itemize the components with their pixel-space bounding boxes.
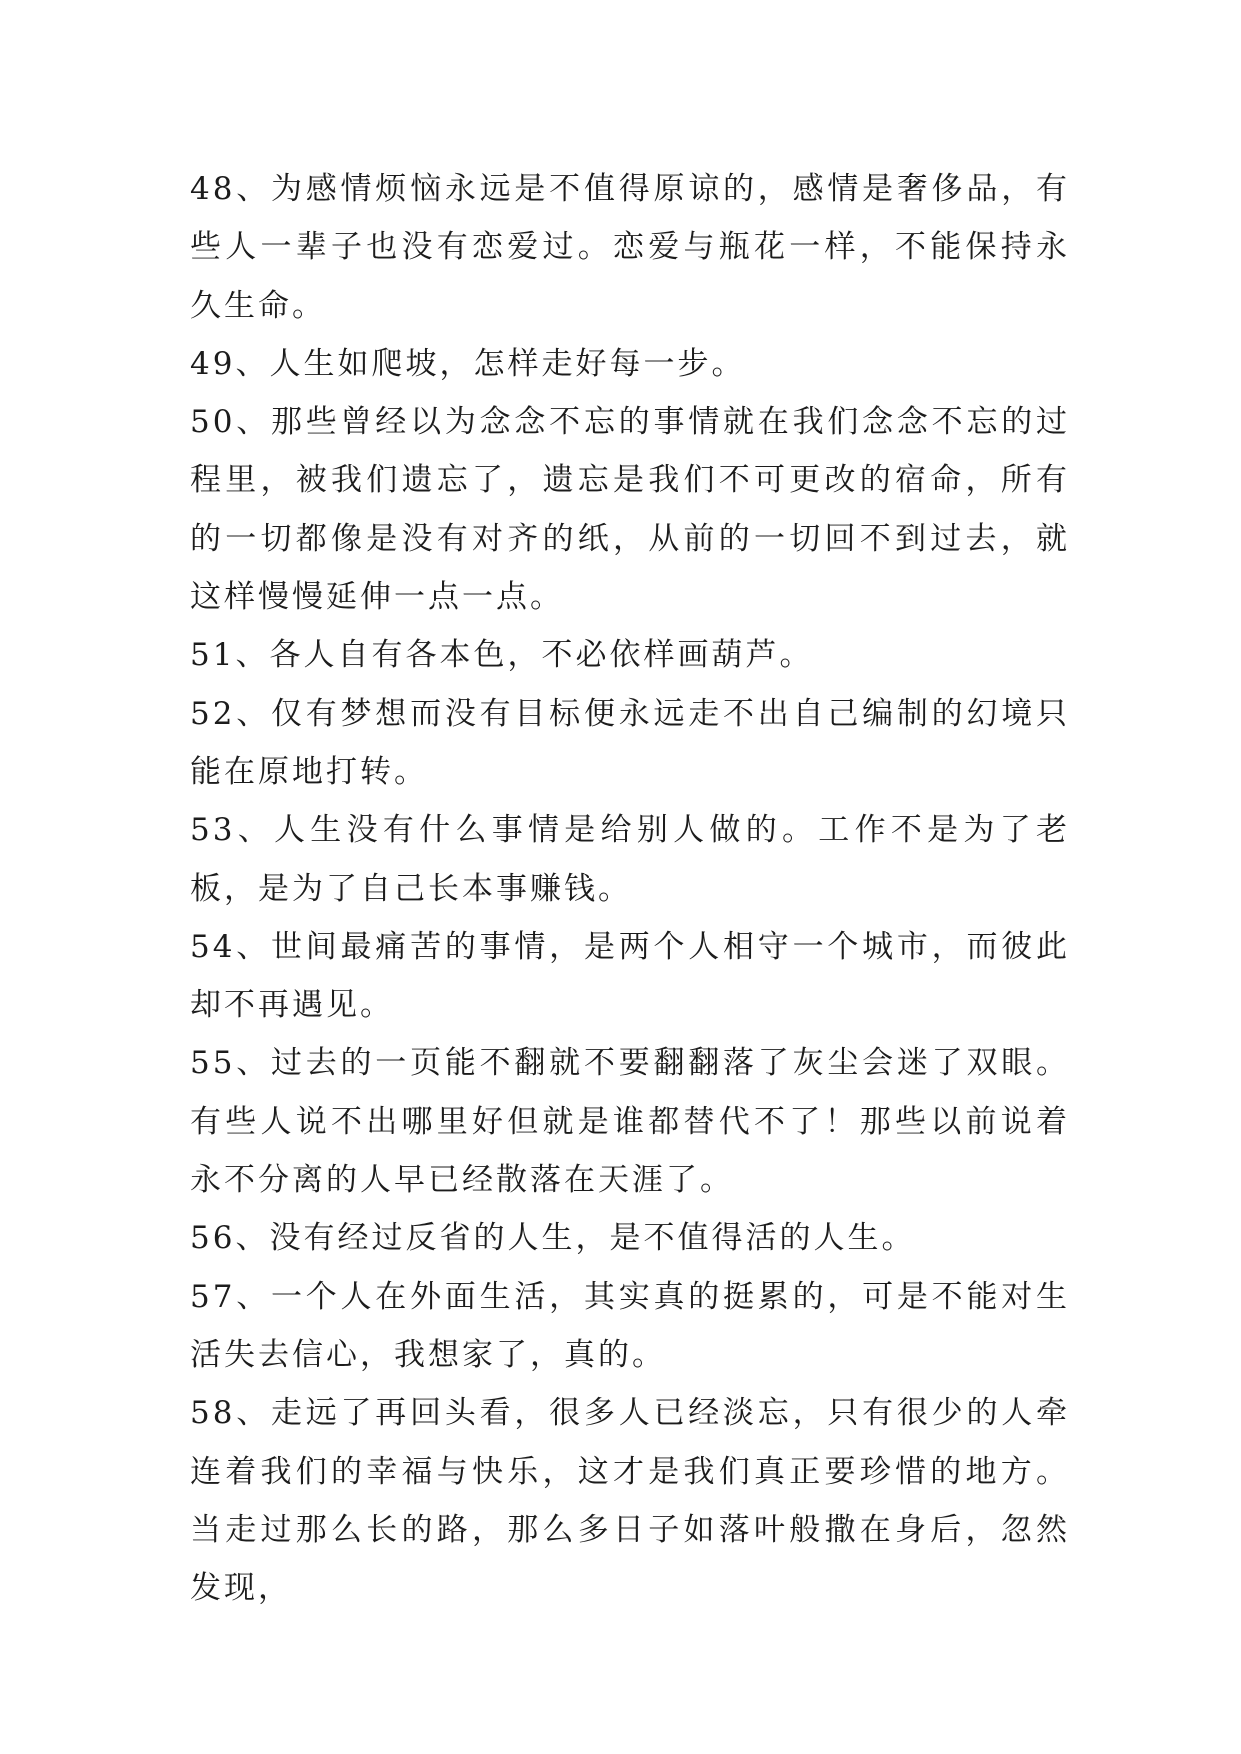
paragraph-56: 56、没有经过反省的人生，是不值得活的人生。 bbox=[190, 1220, 916, 1257]
paragraph-48: 48、为感情烦恼永远是不值得原谅的，感情是奢侈品，有些人一辈子也没有恋爱过。恋爱与瓶花一样，不能保持永久生命。 bbox=[190, 171, 1070, 324]
paragraph-49: 49、人生如爬坡，怎样走好每一步。 bbox=[190, 345, 746, 382]
paragraph-53: 53、人生没有什么事情是给别人做的。工作不是为了老板，是为了自己长本事赚钱。 bbox=[190, 812, 1070, 907]
paragraph-50: 50、那些曾经以为念念不忘的事情就在我们念念不忘的过程里，被我们遗忘了，遗忘是我们不可更改的宿命，所有的一切都像是没有对齐的纸，从前的一切回不到过去，就这样慢慢延伸一点一点。 bbox=[190, 404, 1070, 616]
paragraph-58: 58、走远了再回头看，很多人已经淡忘，只有很少的人牵连着我们的幸福与快乐，这才是我们真正要珍惜的地方。当走过那么长的路，那么多日子如落叶般撒在身后，忽然发现， bbox=[190, 1395, 1070, 1607]
paragraph-54: 54、世间最痛苦的事情，是两个人相守一个城市，而彼此却不再遇见。 bbox=[190, 928, 1070, 1024]
paragraph-57: 57、一个人在外面生活，其实真的挺累的，可是不能对生活失去信心，我想家了，真的。 bbox=[190, 1278, 1070, 1373]
paragraph-51: 51、各人自有各本色，不必依样画葫芦。 bbox=[190, 637, 814, 674]
paragraph-55: 55、过去的一页能不翻就不要翻翻落了灰尘会迷了双眼。有些人说不出哪里好但就是谁都替代不了！那些以前说着永不分离的人早已经散落在天涯了。 bbox=[190, 1045, 1070, 1199]
paragraph-52: 52、仅有梦想而没有目标便永远走不出自己编制的幻境只能在原地打转。 bbox=[190, 695, 1070, 790]
document-body bbox=[190, 160, 1070, 1617]
